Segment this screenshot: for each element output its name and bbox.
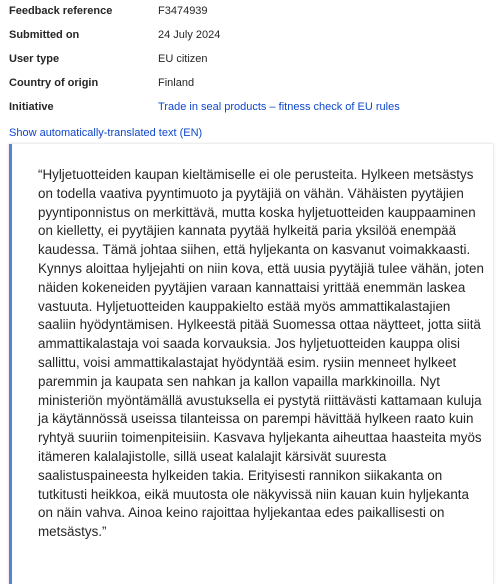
show-translation-link[interactable]: Show automatically-translated text (EN) [9, 127, 203, 139]
feedback-quote-text: “Hyljetuotteiden kaupan kieltämiselle ei ole perusteita. Hylkeen metsästys on todella vaativa pyyntimuoto ja pyytäjiä on vähän. Vähäisten pyytäjien pyyntiponnistus on merkittävä, mutta koska hyljetuotteiden kauppaaminen on kielletty, ei pyytäjien kannata pyytää hylkeitä paria yksilöä enempää kaudessa. Tämä johtaa siihen, että hyljekanta on kasvanut voimakkaasti. Kynnys aloittaa hyljejahti on niin kova, että uusia pyytäjiä tulee vähän, joten näiden kokeneiden pyytäjien varaan kannattaisi yrittää enemmän laskea vastuuta. Hyljetuotteiden kauppakielto estää myös ammattikalastajien saaliin hyödyntämisen. Hylkeestä pitää Suomessa ottaa näytteet, jotta siitä ammattikalastaja voi saada korvauksia. Jos hyljetuotteiden kauppa olisi sallittu, voisi ammattikalastajat hyödyntää esim. rysiin menneet hylkeet paremmin ja kaupata sen nahkan ja kallon vapailla markkinoilla. Nyt ministeriön myöntämällä avustuksella ei pystytä riittävästi kattamaan kuluja ja käytännössä useissa tilanteissa on parempi hävittää hylkeen raato kuin ryhtyä suuriin toimenpiteisiin. Kasvava hyljekanta aiheuttaa haasteita myös itämeren kalalajistolle, sillä useat kalalajit kärsivät suuresta saalistuspaineesta hylkeiden takia. Erityisesti rannikon siikakanta on tutkitusti heikkoa, eikä muutosta ole näkyvissä niin kauan kuin hyljekanta on näin vahva. Ainoa keino rajoittaa hyljekantaa edes paikallisesti on metsästys.” [38, 167, 484, 540]
feedback-reference-value: F3474939 [158, 5, 208, 17]
meta-row-country-of-origin [0, 76, 502, 100]
feedback-quote-box [9, 144, 493, 584]
initiative-label: Initiative [9, 101, 54, 113]
country-of-origin-label: Country of origin [9, 77, 99, 89]
meta-row-feedback-reference [0, 4, 502, 28]
meta-row-submitted-on [0, 28, 502, 52]
country-of-origin-value: Finland [158, 77, 195, 89]
feedback-reference-label: Feedback reference [9, 5, 113, 17]
user-type-value: EU citizen [158, 53, 208, 65]
submitted-on-value: 24 July 2024 [158, 29, 221, 41]
meta-row-user-type [0, 52, 502, 76]
meta-row-initiative [0, 100, 502, 124]
initiative-link[interactable]: Trade in seal products – fitness check of EU rules [158, 101, 400, 113]
user-type-label: User type [9, 53, 60, 65]
submitted-on-label: Submitted on [9, 29, 80, 41]
